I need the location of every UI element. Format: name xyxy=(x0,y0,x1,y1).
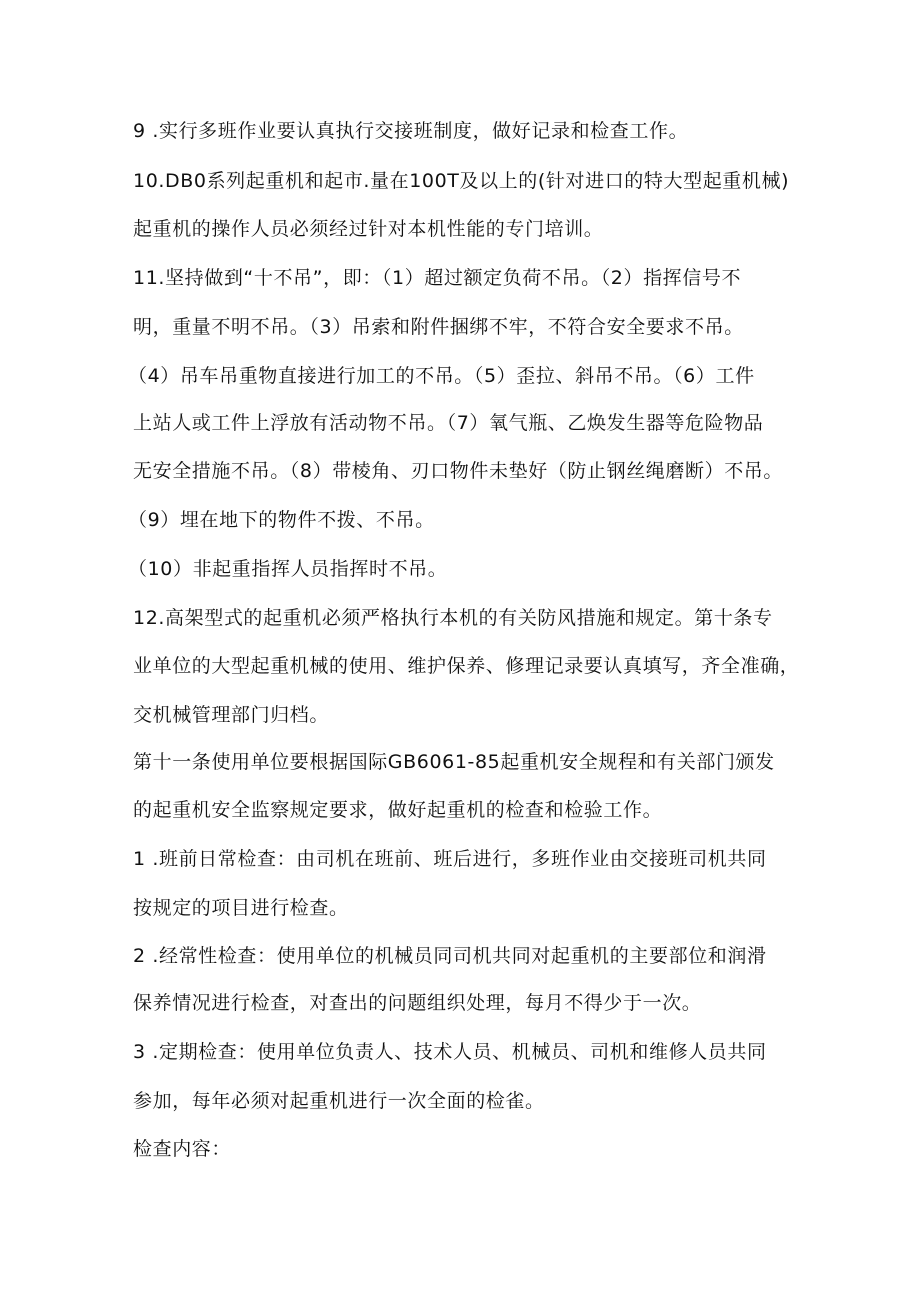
text-line: 保养情况进行检查，对查出的问题组织处理，每月不得少于一次。 xyxy=(133,992,702,1014)
text-line: （4）吊车吊重物直接进行加工的不吊。（5）歪拉、斜吊不吊。（6）工件 xyxy=(128,365,755,387)
text-line: （10）非起重指挥人员指挥时不吊。 xyxy=(128,558,448,580)
text-line: 3 .定期检查：使用单位负责人、技术人员、机械员、司机和维修人员共同 xyxy=(133,1041,767,1063)
text-line: 2 .经常性检查：使用单位的机械员同司机共同对起重机的主要部位和润滑 xyxy=(133,945,767,967)
text-line: 按规定的项目进行检查。 xyxy=(133,897,349,919)
text-line: 业单位的大型起重机械的使用、维护保养、修理记录要认真填写，齐全准确， xyxy=(133,655,800,677)
text-line: 的起重机安全监察规定要求，做好起重机的检查和检验工作。 xyxy=(133,799,663,821)
text-line: 无安全措施不吊。（8）带棱角、刃口物件未垫好（防止钢丝绳磨断）不吊。 xyxy=(133,460,783,482)
text-line: 10.DB0系列起重机和起市.量在100T及以上的(针对进口的特大型起重机械) xyxy=(133,170,790,192)
text-line: 第十一条使用单位要根据国际GB6061-85起重机安全规程和有关部门颁发 xyxy=(133,751,775,773)
text-line: 起重机的操作人员必须经过针对本机性能的专门培训。 xyxy=(133,218,604,240)
text-line: （9）埋在地下的物件不拨、不吊。 xyxy=(128,509,435,531)
text-line: 11.坚持做到“十不吊”，即：（1）超过额定负荷不吊。（2）指挥信号不 xyxy=(133,267,742,289)
text-line: 12.高架型式的起重机必须严格执行本机的有关防风措施和规定。第十条专 xyxy=(133,607,773,629)
text-line: 1 .班前日常检查：由司机在班前、班后进行，多班作业由交接班司机共同 xyxy=(133,848,767,870)
text-line: 9 .实行多班作业要认真执行交接班制度，做好记录和检查工作。 xyxy=(133,120,689,142)
text-line: 上站人或工件上浮放有活动物不吊。（7）氧气瓶、乙焕发生器等危险物品 xyxy=(133,412,764,434)
text-line: 参加，每年必须对起重机进行一次全面的检雀。 xyxy=(133,1090,545,1112)
text-line: 交机械管理部门归档。 xyxy=(133,704,330,726)
text-line: 明，重量不明不吊。（3）吊索和附件捆绑不牢，不符合安全要求不吊。 xyxy=(133,316,744,338)
text-line: 检查内容： xyxy=(133,1138,232,1160)
